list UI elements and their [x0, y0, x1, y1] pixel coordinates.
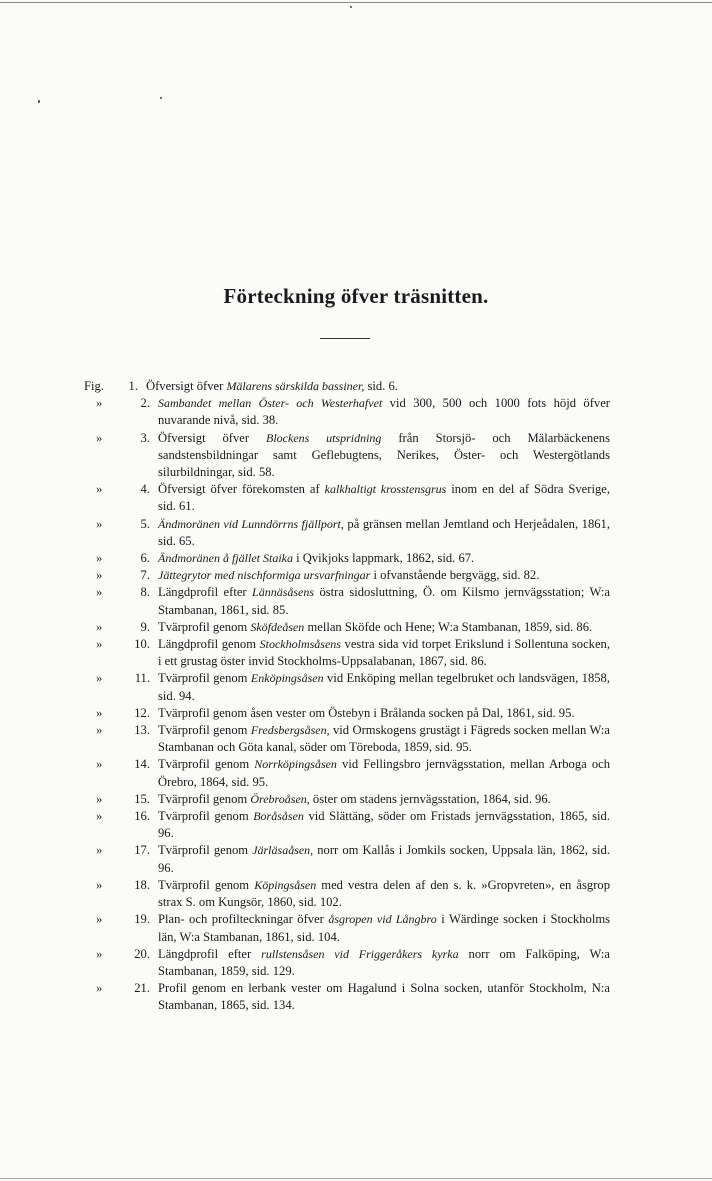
figure-number: 20.: [134, 946, 150, 961]
figure-description: [158, 516, 610, 550]
figure-subject: Mälarens särskilda bassiner,: [226, 379, 365, 393]
figure-number: 1.: [128, 379, 138, 393]
figure-number: 18.: [134, 877, 150, 892]
ditto-mark: »: [96, 705, 103, 720]
figure-text: i Qvikjoks lappmark, 1862, sid. 67.: [292, 551, 475, 566]
figure-text: Tvärprofil genom: [158, 757, 255, 772]
ditto-mark: »: [96, 430, 103, 445]
figure-description: [158, 567, 610, 584]
fig-label: Fig.: [84, 379, 104, 393]
figure-description: [158, 842, 610, 876]
ditto-mark: »: [96, 568, 103, 583]
figure-subject: åsgropen vid Långbro: [328, 912, 437, 927]
figure-text: vestra sida vid torpet Erikslund i Sollentuna socken, i ett grustag öster invid Stockholms-Uppsalabanan, 1867, sid. 86.: [158, 637, 610, 669]
figure-number: 15.: [134, 791, 150, 806]
figure-list: [84, 378, 610, 1015]
ditto-mark: »: [96, 946, 103, 961]
figure-description: [158, 670, 610, 704]
figure-text: sid. 6.: [364, 379, 398, 393]
ditto-mark: »: [96, 723, 103, 738]
figure-number: 9.: [140, 619, 150, 634]
figure-number: 6.: [140, 551, 150, 566]
figure-number: 13.: [134, 723, 150, 738]
figure-number: 16.: [134, 809, 150, 824]
scan-speck: [160, 97, 162, 99]
figure-number: 3.: [140, 430, 150, 445]
figure-subject: Ändmoränen å fjället Staika: [158, 551, 293, 566]
ditto-mark: »: [96, 757, 103, 772]
figure-description: [146, 378, 610, 395]
figure-description: [158, 877, 610, 911]
figure-text: vid Enköping mellan tegelbruket och landsvägen, 1858, sid. 94.: [158, 671, 610, 703]
figure-number: 19.: [134, 912, 150, 927]
bottom-edge-line: [0, 1178, 712, 1179]
ditto-mark: »: [96, 981, 103, 996]
figure-text: östra sidosluttning, Ö. om Kilsmo jernvägsstation; W:a Stambanan, 1861, sid. 85.: [158, 585, 611, 617]
figure-text: Tvärprofil genom: [158, 619, 251, 634]
figure-description: [158, 584, 610, 618]
figure-description: [158, 722, 610, 756]
figure-text: vid Ormskogens grustägt i Fägreds socken mellan W:a Stambanan och Göta kanal, söder om Töreboda, 1859, sid. 95.: [158, 723, 610, 755]
figure-subject: Sköfdeåsen: [250, 619, 305, 634]
figure-entry: [84, 584, 610, 618]
figure-entry: [84, 567, 610, 584]
figure-description: [158, 911, 610, 945]
figure-text: norr om Kallås i Jomkils socken, Uppsala län, 1862, sid. 96.: [158, 843, 610, 875]
figure-subject: Fredsbergsåsen,: [250, 723, 330, 738]
figure-entry: [84, 946, 610, 980]
figure-entry: [84, 636, 610, 670]
figure-entry: [84, 877, 610, 911]
figure-text: Längdprofil genom: [158, 637, 260, 652]
figure-entry: [84, 808, 610, 842]
figure-text: på gränsen mellan Jemtland och Herjeådalen, 1861, sid. 65.: [158, 516, 610, 548]
title-rule: [320, 338, 370, 339]
figure-subject: Boråsåsen: [253, 809, 304, 824]
figure-text: Öfversigt öfver: [146, 379, 227, 393]
figure-text: norr om Falköping, W:a Stambanan, 1859, sid. 129.: [158, 946, 611, 978]
figure-text: Tvärprofil genom åsen vester om Östebyn i Brålanda socken på Dal, 1861, sid. 95.: [158, 705, 575, 720]
figure-subject: Jättegrytor med nischformiga ursvarfningar: [158, 568, 371, 583]
figure-description: [158, 430, 610, 482]
figure-text: Tvärprofil genom: [158, 809, 254, 824]
figure-number: 5.: [140, 516, 150, 531]
figure-subject: Blockens utspridning: [266, 430, 382, 445]
figure-entry: [84, 911, 610, 945]
ditto-mark: »: [96, 877, 103, 892]
figure-text: Profil genom en lerbank vester om Hagalund i Solna socken, utanför Stockholm, N:a Stambanan, 1865, sid. 134.: [158, 981, 610, 1013]
figure-description: [158, 980, 610, 1014]
figure-subject: Stockholmsåsens: [259, 637, 341, 652]
figure-subject: Örebroåsen,: [250, 791, 310, 806]
figure-number: 21.: [134, 981, 150, 996]
figure-text: Längdprofil efter: [158, 946, 262, 961]
figure-subject: Järläsaåsen,: [252, 843, 314, 858]
figure-text: mellan Sköfde och Hene; W:a Stambanan, 1859, sid. 86.: [304, 619, 593, 634]
ditto-mark: »: [96, 619, 103, 634]
figure-entry: [84, 550, 610, 567]
figure-text: inom en del af Södra Sverige, sid. 61.: [158, 482, 610, 514]
figure-entry: [84, 670, 610, 704]
figure-number: 12.: [134, 705, 150, 720]
figure-subject: Sambandet mellan Öster- och Westerhafvet: [158, 396, 383, 411]
ditto-mark: »: [96, 843, 103, 858]
figure-description: [158, 705, 610, 722]
figure-text: Öfversigt öfver förekomsten af: [158, 482, 325, 497]
figure-description: [158, 808, 610, 842]
figure-text: Plan- och profilteckningar öfver: [158, 912, 329, 927]
figure-text: Tvärprofil genom: [158, 671, 251, 686]
figure-description: [158, 636, 610, 670]
figure-subject: Enköpingsåsen: [250, 671, 324, 686]
figure-description: [158, 756, 610, 790]
figure-text: Längdprofil efter: [158, 585, 253, 600]
figure-number: 17.: [134, 843, 150, 858]
figure-text: Tvärprofil genom: [158, 843, 253, 858]
ditto-mark: »: [96, 809, 103, 824]
figure-text: i Wärdinge socken i Stockholms län, W:a Stambanan, 1861, sid. 104.: [158, 912, 611, 944]
page-title: Förteckning öfver träsnitten.: [223, 284, 489, 308]
figure-number: 14.: [134, 757, 150, 772]
figure-text: Tvärprofil genom: [158, 791, 251, 806]
figure-text: i ofvanstående bergvägg, sid. 82.: [370, 568, 540, 583]
figure-description: [158, 481, 610, 515]
ditto-mark: »: [96, 551, 103, 566]
ditto-mark: »: [96, 912, 103, 927]
ditto-mark: »: [96, 671, 103, 686]
figure-text: Tvärprofil genom: [158, 723, 251, 738]
figure-description: [158, 395, 610, 429]
ditto-mark: »: [96, 516, 103, 531]
figure-subject: rullstensåsen vid Friggeråkers kyrka: [261, 946, 459, 961]
figure-number: 8.: [140, 585, 150, 600]
figure-number: 7.: [140, 568, 150, 583]
figure-text: vid Slättäng, söder om Fristads jernvägsstation, 1865, sid. 96.: [158, 809, 610, 841]
figure-entry: [84, 791, 610, 808]
figure-subject: Köpingsåsen: [254, 877, 317, 892]
figure-number: 10.: [134, 637, 150, 652]
figure-entry: [84, 980, 610, 1014]
ditto-mark: »: [96, 482, 103, 497]
figure-description: [158, 619, 610, 636]
ditto-mark: »: [96, 637, 103, 652]
figure-subject: Lännäsåsens: [252, 585, 315, 600]
figure-entry: [84, 430, 610, 482]
figure-text: vid 300, 500 och 1000 fots höjd öfver nuvarande nivå, sid. 38.: [158, 396, 610, 428]
figure-subject: Ändmoränen vid Lunndörrns fjällport,: [158, 516, 344, 531]
figure-text: vid Fellingsbro jernvägsstation, mellan Arboga och Örebro, 1864, sid. 95.: [158, 757, 611, 789]
figure-description: [158, 791, 610, 808]
figure-entry: [84, 705, 610, 722]
figure-entry: [84, 395, 610, 429]
figure-text: Tvärprofil genom: [158, 877, 255, 892]
figure-subject: kalkhaltigt krosstensgrus: [324, 482, 447, 497]
figure-text: Öfversigt öfver: [158, 430, 266, 445]
scan-speck: [38, 100, 40, 103]
figure-description: [158, 550, 610, 567]
figure-number: 2.: [140, 396, 150, 411]
figure-entry: [84, 756, 610, 790]
figure-number: 4.: [140, 482, 150, 497]
ditto-mark: »: [96, 396, 103, 411]
figure-entry: [84, 619, 610, 636]
figure-text: öster om stadens jernvägsstation, 1864, sid. 96.: [309, 791, 551, 806]
ditto-mark: »: [96, 791, 103, 806]
figure-description: [158, 946, 610, 980]
figure-text: med vestra delen af den s. k. »Gropvreten», en åsgrop strax S. om Kungsör, 1860, sid. 102.: [158, 877, 610, 910]
top-edge-line: [0, 2, 712, 3]
figure-entry: [84, 481, 610, 515]
figure-text: från Storsjö- och Mälarbäckenens sandstensbildningar samt Geflebugtens, Nerikes, Öster- och Westergötlands silurbildningar, sid. 58.: [158, 430, 611, 480]
ditto-mark: »: [96, 585, 103, 600]
figure-entry: [84, 842, 610, 876]
figure-entry: [84, 516, 610, 550]
figure-number: 11.: [134, 671, 150, 686]
figure-entry: [84, 378, 610, 395]
figure-subject: Norrköpingsåsen: [254, 757, 337, 772]
scan-speck: [350, 6, 352, 8]
figure-entry: [84, 722, 610, 756]
